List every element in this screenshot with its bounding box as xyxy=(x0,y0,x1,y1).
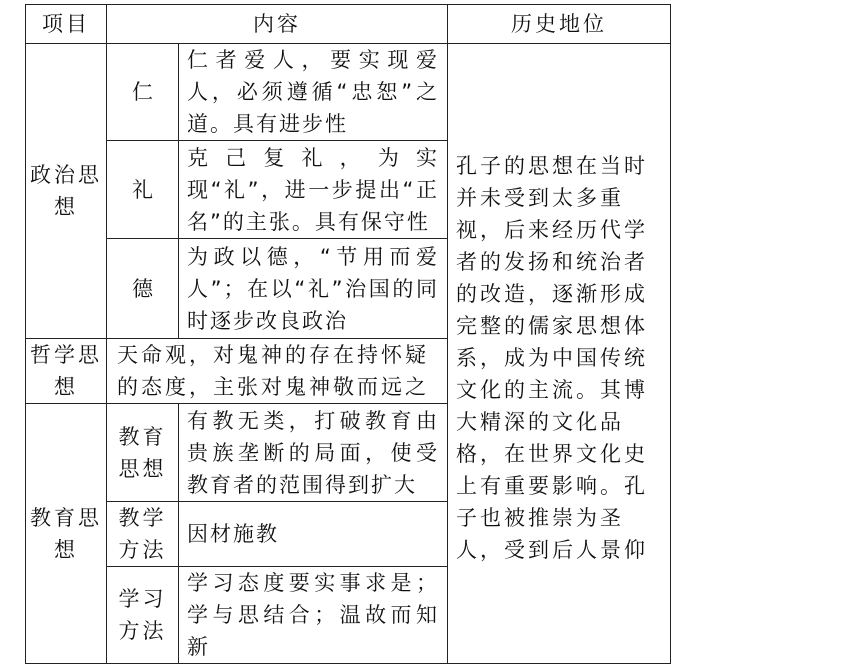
history-cell xyxy=(448,44,671,664)
row-label-edu-thought: 教育思想 xyxy=(107,404,179,502)
row-text-learn-method: 学习态度要实事求是；学与思结合；温故而知新 xyxy=(179,567,448,664)
row-label-learn-method: 学习方法 xyxy=(107,567,179,664)
header-content: 内容 xyxy=(107,5,448,44)
confucius-thought-table xyxy=(25,4,671,664)
row-text-edu-thought: 有教无类，打破教育由贵族垄断的局面，使受教育者的范围得到扩大 xyxy=(179,404,448,502)
row-label-de: 德 xyxy=(107,239,179,339)
row-label-teach-method: 教学方法 xyxy=(107,502,179,567)
row-text-li: 克己复礼，为实现“礼”，进一步提出“正名”的主张。具有保守性 xyxy=(179,141,448,239)
group-political: 政治思想 xyxy=(26,44,107,339)
row-text-de: 为政以德，“节用而爱人”；在以“礼”治国的同时逐步改良政治 xyxy=(179,239,448,339)
row-label-ren: 仁 xyxy=(107,44,179,141)
row-text-ren: 仁者爱人，要实现爱人，必须遵循“忠恕”之道。具有进步性 xyxy=(179,44,448,141)
table-row xyxy=(26,44,671,141)
group-philosophy: 哲学思想 xyxy=(26,339,107,404)
header-row xyxy=(26,5,671,44)
header-history: 历史地位 xyxy=(448,5,671,44)
group-education: 教育思想 xyxy=(26,404,107,664)
history-text: 孔子的思想在当时并未受到太多重视，后来经历代学者的发扬和统治者的改造，逐渐形成完整的儒家思想体系，成为中国传统文化的主流。其博大精深的文化品格，在世界文化史上有重要影响。孔子也被推崇为圣人，受到后人景仰 xyxy=(456,153,648,562)
header-item: 项目 xyxy=(26,5,107,44)
philosophy-text: 天命观，对鬼神的存在持怀疑的态度，主张对鬼神敬而远之 xyxy=(107,339,448,404)
row-text-teach-method: 因材施教 xyxy=(179,502,448,567)
row-label-li: 礼 xyxy=(107,141,179,239)
